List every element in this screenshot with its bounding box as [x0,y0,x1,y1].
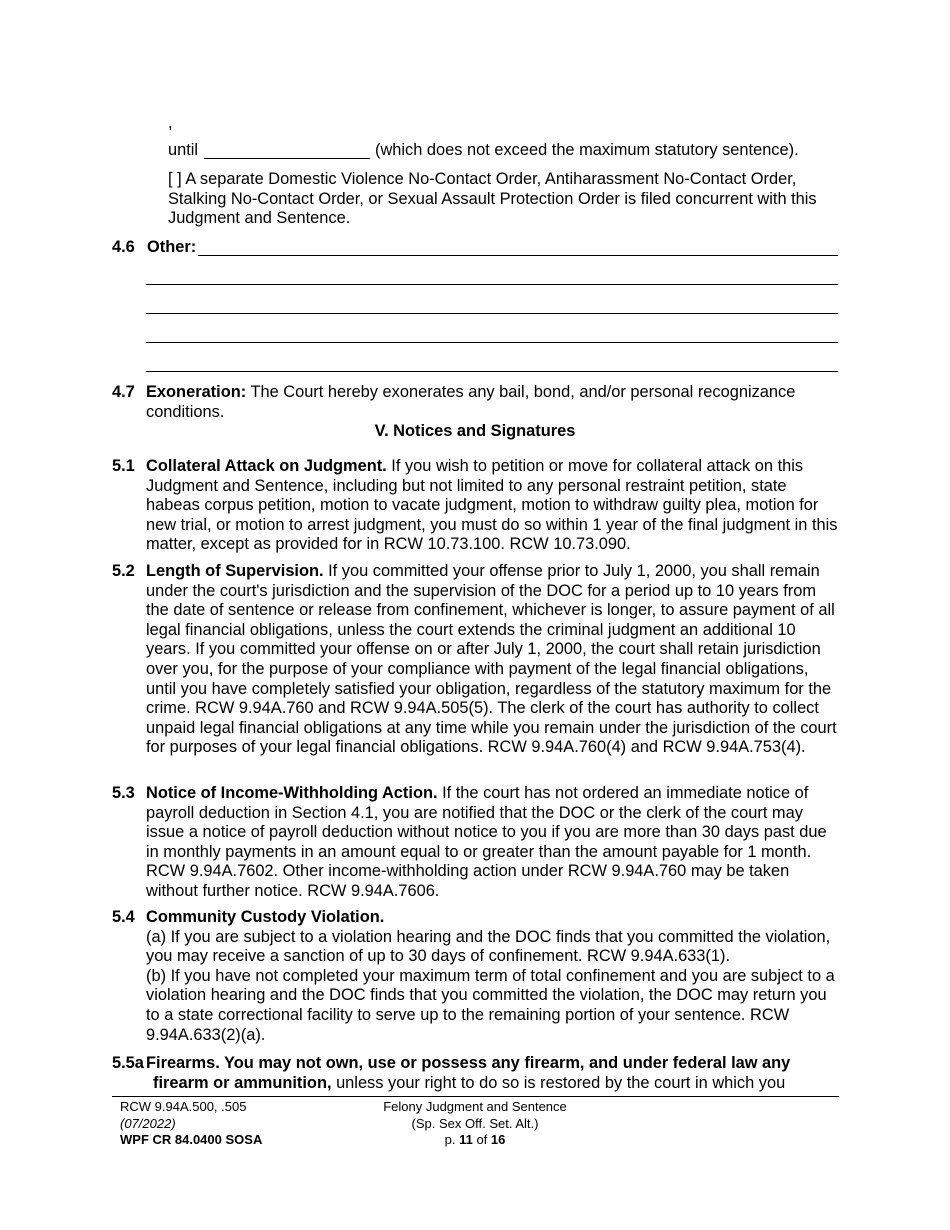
no-contact-order-text: A separate Domestic Violence No-Contact Order, Antiharassment No-Contact Order, Stalking No-Contact Order, or Sexual Assault Protection Order is filed concurrent with this Judgment and Sentence. [168,170,817,228]
section-5-3-paragraph [146,784,840,902]
section-5-1-text: If you wish to petition or move for collateral attack on this Judgment and Sentence, including but not limited to any personal restraint petition, state habeas corpus petition, motion to vacate judgment, motion to withdraw guilty plea, motion for new trial, or motion to arrest judgment, you must do so within 1 year of the final judgment in this matter, except as provided for in RCW 10.73.100. RCW 10.73.090. [146,457,838,554]
section-5-1-heading: Collateral Attack on Judgment. [146,457,387,475]
section-4-6-label: Other: [147,238,197,256]
section-5-3-heading: Notice of Income-Withholding Action. [146,784,438,802]
section-4-7-paragraph [146,383,840,422]
other-line-5[interactable] [146,371,838,372]
section-5-3-number: 5.3 [112,784,135,802]
section-4-7-number: 4.7 [112,383,135,401]
section-5-5a-number: 5.5a [112,1054,144,1072]
until-label: until [168,141,199,159]
footer-left [120,1099,262,1149]
section-5-5a-heading-line2: firearm or ammunition, [153,1074,332,1092]
footer-title-2: (Sp. Sex Off. Set. Alt.) [411,1115,539,1131]
section-5-1-number: 5.1 [112,457,135,475]
section-4-7-heading: Exoneration: [146,383,247,401]
section-5-1-paragraph [146,457,840,555]
section-5-4-b: (b) If you have not completed your maximum term of total confinement and you are subject to a violation hearing and the DOC finds that you committed the violation, the DOC may return you to a state correctional facility to serve up to the remaining portion of your sentence. RCW 9.94A.633(2)(a). [146,966,835,1044]
footer-page-total: 16 [490,1132,506,1147]
other-line-1[interactable] [198,255,838,256]
stray-comma: , [168,114,173,132]
section-5-2-text: If you committed your offense prior to July 1, 2000, you shall remain under the court's jurisdiction and the supervision of the DOC for a period up to 10 years from the date of sentence or release from confinement, whichever is longer, to assure payment of all legal financial obligations, unless the court extends the criminal judgment an additional 10 years. If you committed your offense on or after July 1, 2000, the court shall retain jurisdiction over you, for the purpose of your compliance with payment of the legal financial obligations, until you have completely satisfied your obligation, regardless of the statutory maximum for the crime. RCW 9.94A.760 and RCW 9.94A.505(5). The clerk of the court has authority to collect unpaid legal financial obligations at any time while you remain under the jurisdiction of the court for purposes of your legal financial obligations. RCW 9.94A.760(4) and RCW 9.94A.753(4). [146,562,837,757]
section-4-6-number: 4.6 [112,238,135,256]
footer-page-prefix: p. [444,1132,456,1147]
other-line-4[interactable] [146,342,838,343]
section-v-title: V. Notices and Signatures [374,422,576,440]
footer-date: (07/2022) [120,1115,176,1131]
other-line-3[interactable] [146,313,838,314]
footer-form-number: WPF CR 84.0400 SOSA [120,1132,263,1147]
footer-center [340,1099,610,1149]
footer-divider [112,1096,839,1097]
section-5-4-number: 5.4 [112,908,135,926]
no-contact-order-option [168,170,840,229]
section-5-5a-line2 [153,1074,843,1094]
footer-rcw: RCW 9.94A.500, .505 [120,1099,247,1114]
section-5-3-text: If the court has not ordered an immediate notice of payroll deduction in Section 4.1, you are notified that the DOC or the clerk of the court may issue a notice of payroll deduction without notice to you if you are more than 30 days past due in monthly payments in an amount equal to or greater than the amount payable for 1 month. RCW 9.94A.7602. Other income-withholding action under RCW 9.94A.760 may be taken without further notice. RCW 9.94A.7606. [146,784,827,900]
section-5-4-heading: Community Custody Violation. [146,908,385,926]
section-5-2-heading: Length of Supervision. [146,562,324,580]
section-5-4-paragraph [146,908,840,1045]
section-4-7-text: The Court hereby exonerates any bail, bond, and/or personal recognizance conditions. [146,383,796,421]
section-5-2-paragraph [146,562,840,758]
until-suffix: (which does not exceed the maximum statutory sentence). [375,141,799,159]
section-5-4-a: (a) If you are subject to a violation hearing and the DOC finds that you committed the violation, you may receive a sanction of up to 30 days of confinement. RCW 9.94A.633(1). [146,927,831,966]
footer-page-current: 11 [459,1132,473,1147]
section-5-2-number: 5.2 [112,562,135,580]
section-5-5a-heading-line1: Firearms. You may not own, use or possess any firearm, and under federal law any [146,1054,791,1072]
checkbox[interactable]: [ ] [168,170,182,188]
footer-page-number [340,1132,610,1149]
section-5-5a-text: unless your right to do so is restored by the court in which you [331,1074,786,1092]
footer-title-1: Felony Judgment and Sentence [383,1099,567,1114]
footer-page-of: of [476,1132,488,1147]
until-date-blank[interactable] [204,158,370,159]
other-line-2[interactable] [146,284,838,285]
